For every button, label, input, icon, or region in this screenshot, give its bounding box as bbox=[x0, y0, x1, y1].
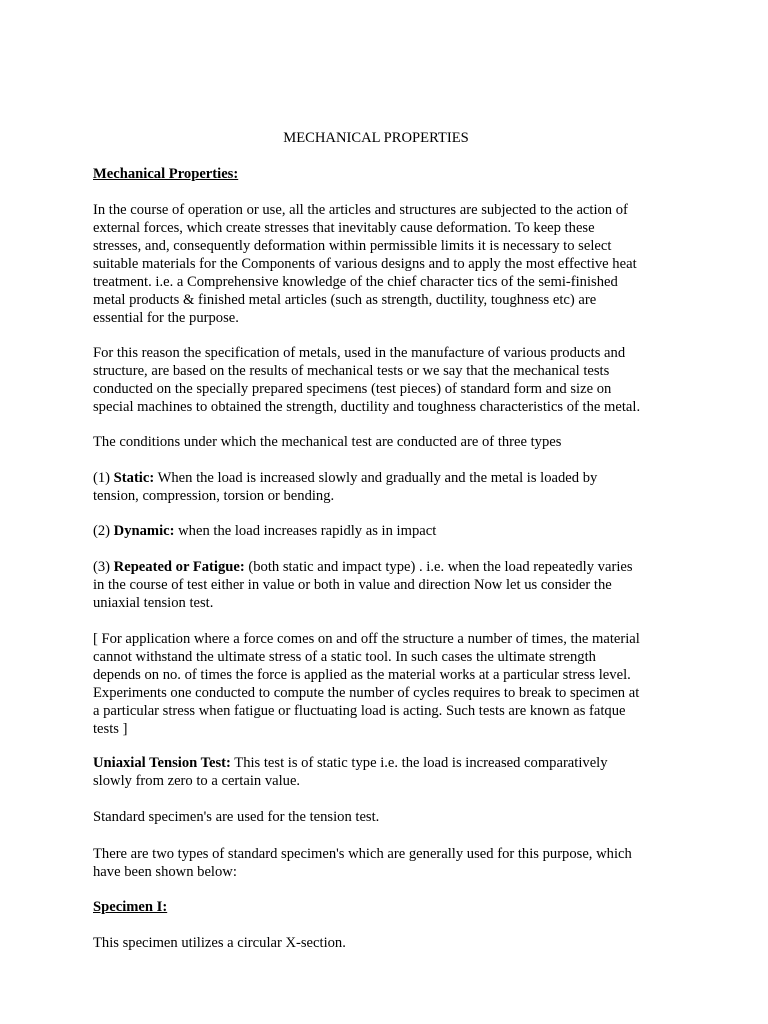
paragraph-fatigue bbox=[93, 558, 673, 612]
paragraph-text: when the load increases rapidly as in impact bbox=[174, 523, 437, 539]
paragraph-line: cannot withstand the ultimate stress of a static tool. In such cases the ultimate strength bbox=[93, 649, 596, 665]
paragraph-specification bbox=[93, 344, 673, 416]
paragraph-line: uniaxial tension test. bbox=[93, 595, 214, 611]
paragraph-standard: Standard specimen's are used for the tension test. bbox=[93, 809, 380, 825]
paragraph-intro bbox=[93, 201, 673, 327]
paragraph-line: in the course of test either in value or both in value and direction Now let us consider the bbox=[93, 577, 612, 593]
paragraph-text: This test is of static type i.e. the load is increased comparatively bbox=[230, 755, 608, 771]
paragraph-line: metal products & finished metal articles (such as strength, ductility, toughness etc) are bbox=[93, 292, 597, 308]
paragraph-line: external forces, which create stresses that inevitably cause deformation. To keep these bbox=[93, 220, 595, 236]
term-static: Static: bbox=[113, 470, 155, 486]
term-dynamic: Dynamic: bbox=[113, 523, 175, 539]
item-number: (2) bbox=[93, 523, 114, 539]
paragraph-text: (both static and impact type) . i.e. when the load repeatedly varies bbox=[244, 559, 633, 575]
paragraph-line bbox=[93, 754, 673, 772]
paragraph-static bbox=[93, 469, 673, 505]
paragraph-bracket-note bbox=[93, 630, 673, 738]
document-title: MECHANICAL PROPERTIES bbox=[283, 130, 469, 146]
item-number: (1) bbox=[93, 470, 114, 486]
term-uniaxial: Uniaxial Tension Test: bbox=[93, 755, 231, 771]
paragraph-line: have been shown below: bbox=[93, 864, 237, 880]
paragraph-text: When the load is increased slowly and gradually and the metal is loaded by bbox=[154, 470, 598, 486]
paragraph-two-types bbox=[93, 845, 673, 881]
paragraph-line: a particular stress when fatigue or fluctuating load is acting. Such tests are known as fatque bbox=[93, 703, 626, 719]
paragraph-line bbox=[93, 469, 673, 487]
paragraph-line: depends on no. of times the force is applied as the material works at a particular stress level. bbox=[93, 667, 631, 683]
paragraph-line: essential for the purpose. bbox=[93, 310, 239, 326]
paragraph-line bbox=[93, 558, 673, 576]
paragraph-line: tension, compression, torsion or bending. bbox=[93, 488, 335, 504]
paragraph-dynamic bbox=[93, 522, 673, 540]
paragraph-specimen: This specimen utilizes a circular X-section. bbox=[93, 935, 346, 951]
paragraph-uniaxial bbox=[93, 754, 673, 790]
heading-specimen-i: Specimen I: bbox=[93, 899, 168, 915]
term-fatigue: Repeated or Fatigue: bbox=[113, 559, 245, 575]
paragraph-line: [ For application where a force comes on and off the structure a number of times, the material bbox=[93, 631, 640, 647]
heading-mechanical-properties: Mechanical Properties: bbox=[93, 166, 239, 182]
paragraph-line: tests ] bbox=[93, 721, 128, 737]
paragraph-line: Experiments one conducted to compute the number of cycles requires to break to specimen at bbox=[93, 685, 640, 701]
paragraph-line: For this reason the specification of metals, used in the manufacture of various products and bbox=[93, 345, 626, 361]
paragraph-line: conducted on the specially prepared specimens (test pieces) of standard form and size on bbox=[93, 381, 612, 397]
paragraph-line: In the course of operation or use, all the articles and structures are subjected to the action of bbox=[93, 202, 628, 218]
paragraph-conditions: The conditions under which the mechanical test are conducted are of three types bbox=[93, 434, 562, 450]
paragraph-line: slowly from zero to a certain value. bbox=[93, 773, 301, 789]
paragraph-line bbox=[93, 522, 673, 540]
paragraph-line: structure, are based on the results of mechanical tests or we say that the mechanical tests bbox=[93, 363, 610, 379]
item-number: (3) bbox=[93, 559, 114, 575]
paragraph-line: There are two types of standard specimen's which are generally used for this purpose, which bbox=[93, 846, 632, 862]
paragraph-line: treatment. i.e. a Comprehensive knowledge of the chief character tics of the semi-finished bbox=[93, 274, 618, 290]
paragraph-line: special machines to obtained the strength, ductility and toughness characteristics of the metal. bbox=[93, 399, 641, 415]
paragraph-line: stresses, and, consequently deformation within permissible limits it is necessary to select bbox=[93, 238, 612, 254]
paragraph-line: suitable materials for the Components of various designs and to apply the most effective heat bbox=[93, 256, 637, 272]
